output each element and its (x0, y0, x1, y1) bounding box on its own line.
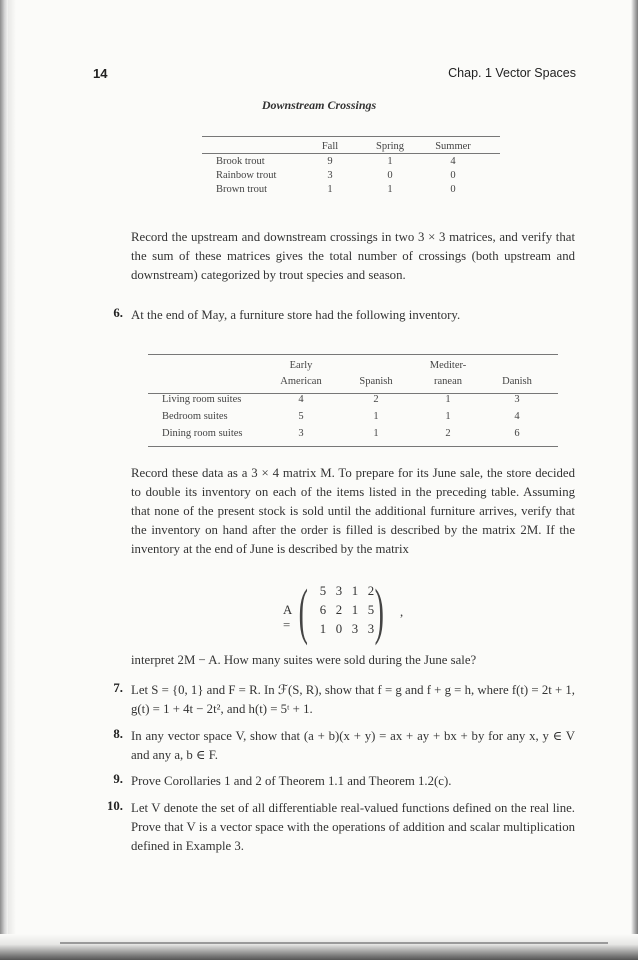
table-cell: 6 (514, 427, 520, 439)
table-cell: 4 (298, 393, 304, 405)
column-header: Mediter- (429, 360, 467, 371)
table-cell: 2 (373, 393, 379, 405)
column-header: Fall (321, 140, 339, 152)
column-header: ranean (434, 376, 462, 387)
table-row (162, 425, 550, 442)
exercise-8-text: In any vector space V, show that (a + b)(x + y) = ax + ay + bx + by for any x, y ∈ V and any a, b ∈ F. (131, 729, 575, 762)
table-caption: Downstream Crossings (261, 98, 377, 112)
table-cell: 9 (327, 156, 333, 167)
matrix-entry: 3 (351, 622, 359, 636)
page-left-shadow (0, 0, 8, 960)
table-row (216, 183, 486, 197)
inventory-table (162, 359, 550, 442)
page-number: 14 (93, 66, 108, 81)
running-head: Chap. 1 Vector Spaces (448, 66, 576, 80)
table-cell: 4 (450, 156, 456, 167)
column-header: Spanish (359, 376, 393, 387)
paragraph-crossings: Record the upstream and downstream crossings in two 3 × 3 matrices, and verify that the sum of these matrices gives the total number of crossings (both upstream and downstream) categorized by trout species and season. (131, 230, 575, 282)
matrix-entry: 3 (335, 584, 343, 598)
row-label: Living room suites (162, 393, 242, 405)
matrix-label: A = (283, 603, 292, 632)
matrix-entry: 1 (351, 603, 359, 617)
table-cell: 1 (387, 184, 393, 195)
table-cell: 3 (327, 170, 333, 181)
matrix-entry: 2 (335, 603, 343, 617)
table-cell: 0 (387, 170, 393, 181)
exercise-10-text: Let V denote the set of all differentiable real-valued functions defined on the real line. Prove that V is a vector space with the operations of addition and scalar multiplication defined in Example 3. (131, 801, 575, 853)
matrix-entry: 0 (335, 622, 343, 636)
table-cell: 1 (387, 156, 393, 167)
crossings-table (216, 138, 486, 197)
right-paren: ) (374, 578, 384, 646)
column-header: Spring (375, 140, 404, 152)
exercise-number: 8. (113, 727, 123, 741)
exercise-7-text: Let S = {0, 1} and F = R. In ℱ(S, R), show that f = g and f + g = h, where f(t) = 2t + 1, g(t) = 1 + 4t − 2t², and h(t) = 5ᵗ + 1. (131, 683, 575, 716)
exercise-9-text: Prove Corollaries 1 and 2 of Theorem 1.1 and Theorem 1.2(c). (131, 774, 452, 788)
page-bottom-edge (0, 934, 638, 960)
exercise-number: 6. (113, 306, 123, 320)
table-cell: 1 (373, 410, 379, 422)
table-cell: 3 (514, 393, 520, 405)
table-rule-mid (148, 393, 558, 394)
paragraph-interpret: interpret 2M − A. How many suites were sold during the June sale? (131, 653, 477, 667)
column-header: Summer (435, 140, 471, 152)
exercise-6-text: At the end of May, a furniture store had the following inventory. (131, 308, 461, 322)
column-header: Early (289, 360, 313, 371)
left-paren: ( (298, 578, 308, 646)
table-cell: 3 (298, 427, 304, 439)
table-cell: 1 (373, 427, 379, 439)
table-rule-mid (202, 153, 500, 154)
matrix-entry: 2 (367, 584, 375, 598)
table-cell: 2 (445, 427, 451, 439)
column-header: Danish (502, 376, 532, 387)
row-label: Brook trout (216, 156, 265, 167)
row-label: Rainbow trout (216, 170, 277, 181)
exercise-number: 10. (107, 799, 123, 813)
matrix-comma: , (400, 605, 404, 619)
paragraph-inventory: Record these data as a 3 × 4 matrix M. To prepare for its June sale, the store decided to double its inventory on each of the items listed in the preceding table. Assuming that none of the present stock is sold until the additional furniture arrives, verify that the inventory on hand after the order is filled is described by the matrix 2M. If the inventory at the end of June is described by the matrix (131, 466, 575, 556)
exercise-number: 9. (113, 772, 123, 786)
table-cell: 1 (445, 410, 451, 422)
table-cell: 0 (450, 184, 456, 195)
table-rule-top (148, 354, 558, 355)
matrix-entry: 1 (351, 584, 359, 598)
table-cell: 0 (450, 170, 456, 181)
table-rule-top (202, 136, 500, 137)
column-header: American (280, 376, 322, 387)
table-cell: 5 (298, 410, 304, 422)
row-label: Brown trout (216, 184, 268, 195)
table-cell: 4 (514, 410, 520, 422)
table-row (216, 155, 486, 169)
matrix-entry: 1 (319, 622, 327, 636)
table-cell: 1 (327, 184, 333, 195)
matrix-entry: 5 (367, 603, 375, 617)
row-label: Dining room suites (162, 427, 243, 439)
table-rule-bottom (148, 446, 558, 447)
table-cell: 1 (445, 393, 451, 405)
matrix-entry: 5 (319, 584, 327, 598)
page-right-shadow (631, 0, 638, 960)
exercise-number: 7. (113, 681, 123, 695)
matrix-entry: 3 (367, 622, 375, 636)
page-left-margin (8, 0, 16, 960)
matrix-entries (315, 584, 379, 641)
table-row (216, 169, 486, 183)
table-row (162, 408, 550, 425)
row-label: Bedroom suites (162, 410, 228, 422)
matrix-entry: 6 (319, 603, 327, 617)
